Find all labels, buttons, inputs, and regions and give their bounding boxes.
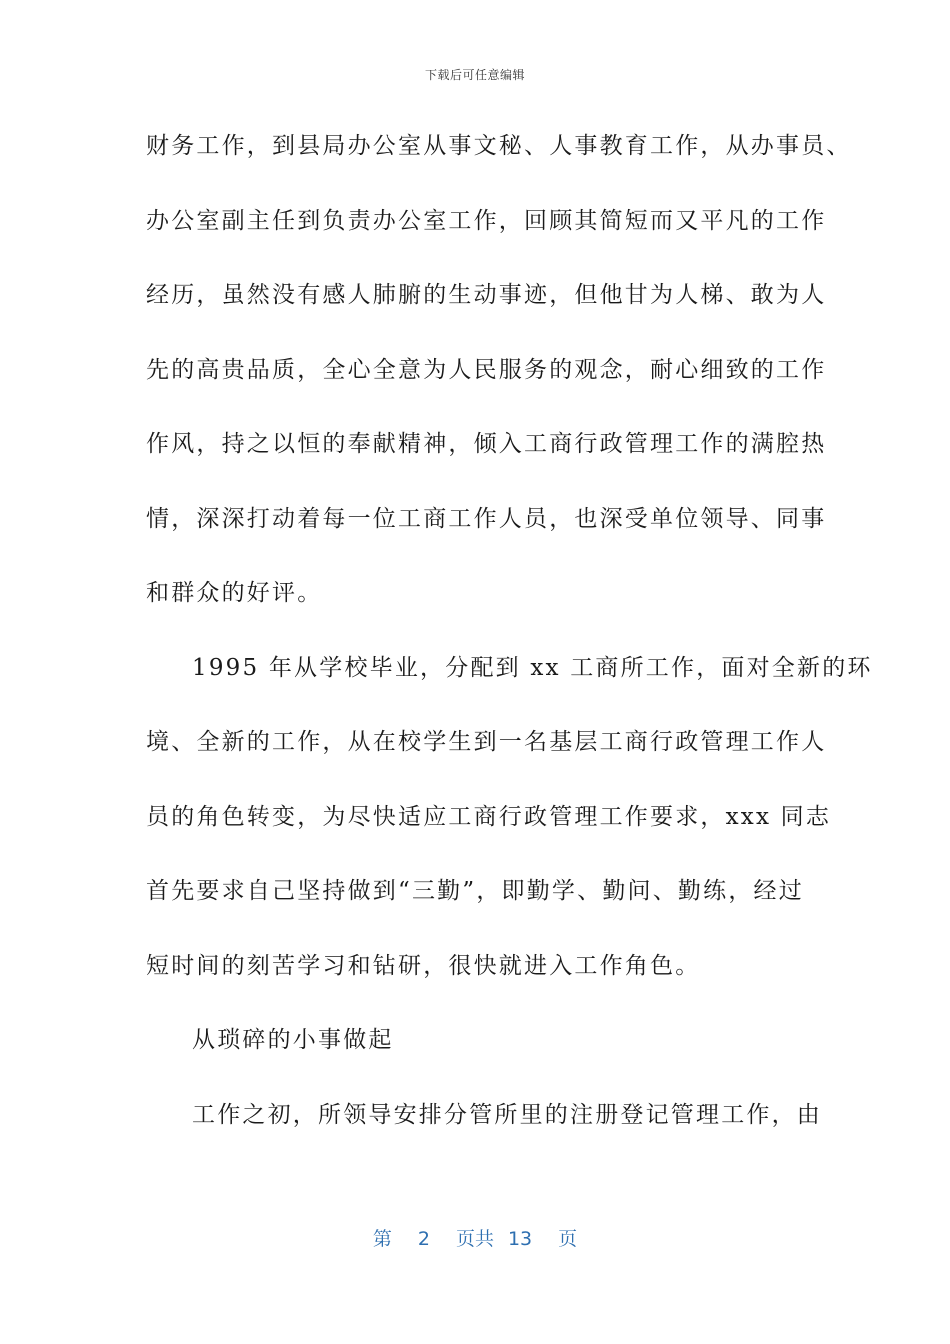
text-line: 经历，虽然没有感人肺腑的生动事迹，但他甘为人梯、敢为人 [146,282,827,308]
text-line: 情，深深打动着每一位工商工作人员，也深受单位领导、同事 [146,505,827,532]
text-line: 和群众的好评。 [146,580,323,606]
section-heading: 从琐碎的小事做起 [192,1027,394,1053]
page-suffix: 页 [558,1228,578,1250]
text-line: 财务工作，到县局办公室从事文秘、人事教育工作，从办事员、 [146,133,852,159]
text-line: 短时间的刻苦学习和钻研，很快就进入工作角色。 [146,952,701,979]
total-pages: 13 [507,1228,533,1250]
text-line: 首先要求自己坚持做到“三勤”，即勤学、勤问、勤练，经过 [146,878,804,904]
current-page-number: 2 [417,1228,430,1250]
text-line: 先的高贵品质，全心全意为人民服务的观念，耐心细致的工作 [146,356,827,383]
page-mid: 页共 [455,1228,494,1250]
text-line: 作风，持之以恒的奉献精神，倾入工商行政管理工作的满腔热 [146,431,827,457]
text-line: 员的角色转变，为尽快适应工商行政管理工作要求，xxx 同志 [146,803,832,830]
header-note: 下载后可任意编辑 [424,68,525,82]
paragraph-start-line: 1995 年从学校毕业，分配到 xx 工商所工作，面对全新的环 [192,654,873,681]
page-footer [0,1224,950,1251]
text-line: 办公室副主任到负责办公室工作，回顾其简短而又平凡的工作 [146,207,827,234]
paragraph-start-line: 工作之初，所领导安排分管所里的注册登记管理工作，由 [192,1101,822,1128]
document-body [146,120,873,1163]
text-line: 境、全新的工作，从在校学生到一名基层工商行政管理工作人 [146,729,827,755]
page-prefix: 第 [372,1228,392,1250]
